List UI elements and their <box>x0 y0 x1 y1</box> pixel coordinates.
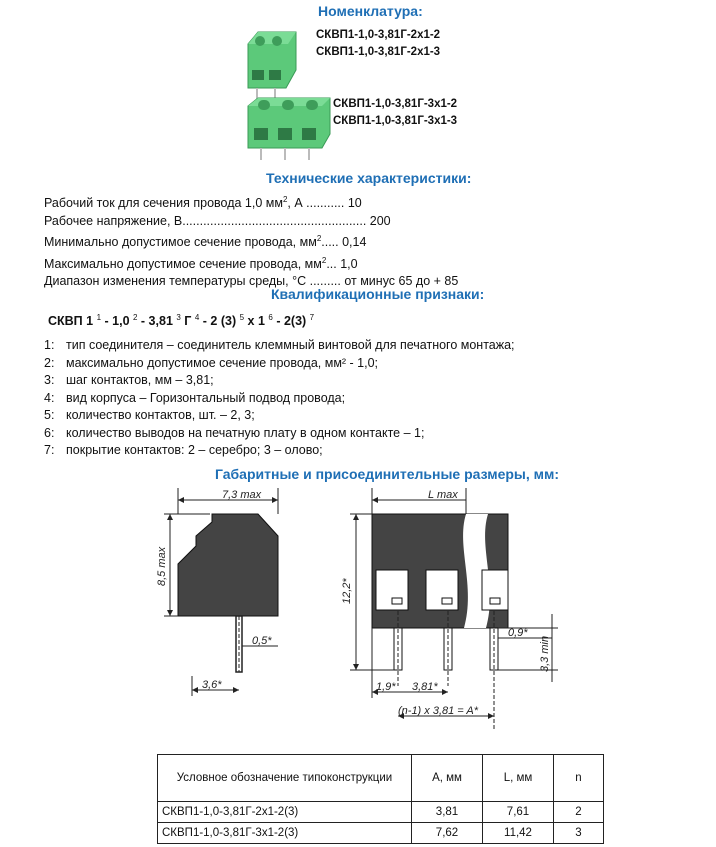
table-cell: СКВП1-1,0-3,81Г-3х1-2(3) <box>158 823 412 844</box>
nomenclature-item: СКВП1-1,0-3,81Г-3х1-2 <box>333 98 458 110</box>
table-cell: 2 <box>554 802 604 823</box>
table-row <box>158 802 604 823</box>
dim-pin-width-2: 0,9* <box>508 627 528 639</box>
qualification-title: Квалификационные признаки: <box>271 286 485 302</box>
dimensions-table <box>157 754 604 844</box>
spec-row: Рабочий ток для сечения провода 1,0 $мм^2$, А ........... 10 <box>44 195 362 211</box>
list-item: 1: тип соединителя – соединитель клеммный винтовой для печатного монтажа; <box>44 338 515 352</box>
dim-pin-length: 3,3 min <box>539 635 551 672</box>
specs-title: Технические характеристики: <box>266 170 472 186</box>
qualification-list <box>44 337 515 460</box>
list-item: 3: шаг контактов, мм – 3,81; <box>44 373 214 387</box>
specs-list <box>44 191 458 291</box>
list-item: 7: покрытие контактов: 2 – серебро; 3 – олово; <box>44 443 323 457</box>
list-item: 2: максимально допустимое сечение провода, мм² - 1,0; <box>44 355 379 370</box>
dim-pin-width: 0,5* <box>252 635 272 647</box>
dim-height-total: 12,2* <box>341 578 353 604</box>
spec-row: Рабочее напряжение, В..................................................... 200 <box>44 213 391 228</box>
table-cell: 11,42 <box>483 823 554 844</box>
nomenclature-item: СКВП1-1,0-3,81Г-2х1-2 <box>316 29 441 41</box>
list-item: 4: вид корпуса – Горизонтальный подвод провода; <box>44 390 346 405</box>
side-view-drawing <box>150 486 310 706</box>
dim-pitch: 3,81* <box>412 681 438 693</box>
terminal-2pin-image <box>238 26 316 106</box>
spec-row: Минимально допустимое сечение провода, $мм^2$..... 0,14 <box>44 234 367 250</box>
nomenclature-item: СКВП1-1,0-3,81Г-3х1-3 <box>333 115 458 127</box>
spec-row: Максимально допустимое сечение провода, $мм^2$... 1,0 <box>44 255 358 271</box>
dim-width-max: 7,3 max <box>222 489 262 501</box>
table-header: Условное обозначение типоконструкции <box>158 755 412 802</box>
table-cell: СКВП1-1,0-3,81Г-2х1-2(3) <box>158 802 412 823</box>
dim-l-max: L max <box>428 489 458 501</box>
table-cell: 7,61 <box>483 802 554 823</box>
dim-formula: (n-1) x 3,81 = A* <box>398 705 478 717</box>
table-cell: 3,81 <box>412 802 483 823</box>
dimensions-title: Габаритные и присоединительные размеры, мм: <box>215 466 560 482</box>
table-header: L, мм <box>483 755 554 802</box>
table-header-row <box>158 755 604 802</box>
nomenclature-title: Номенклатура: <box>318 3 423 19</box>
terminal-3pin-image <box>244 96 336 164</box>
list-item: 5: количество контактов, шт. – 2, 3; <box>44 408 255 422</box>
spec-row: Диапазон изменения температуры среды, °С ......... от минус 65 до + 85 <box>44 274 459 289</box>
nomenclature-item: СКВП1-1,0-3,81Г-2х1-3 <box>316 46 441 58</box>
front-view-drawing <box>336 486 566 736</box>
table-row <box>158 823 604 844</box>
dim-pin-offset: 3,6* <box>202 679 222 691</box>
dim-first-pitch: 1,9* <box>376 681 396 693</box>
list-item: 6: количество выводов на печатную плату в одном контакте – 1; <box>44 425 425 440</box>
table-cell: 7,62 <box>412 823 483 844</box>
dim-height-max: 8,5 max <box>156 546 168 586</box>
table-header: n <box>554 755 604 802</box>
table-header: А, мм <box>412 755 483 802</box>
table-cell: 3 <box>554 823 604 844</box>
qualification-code: СКВП 1 $^1$ - 1,0 $^2$ - 3,81 $^3$ Г $^4$ - 2 (3) $^5$ х 1 $^6$ - 2(3) $^7$ <box>48 313 315 329</box>
